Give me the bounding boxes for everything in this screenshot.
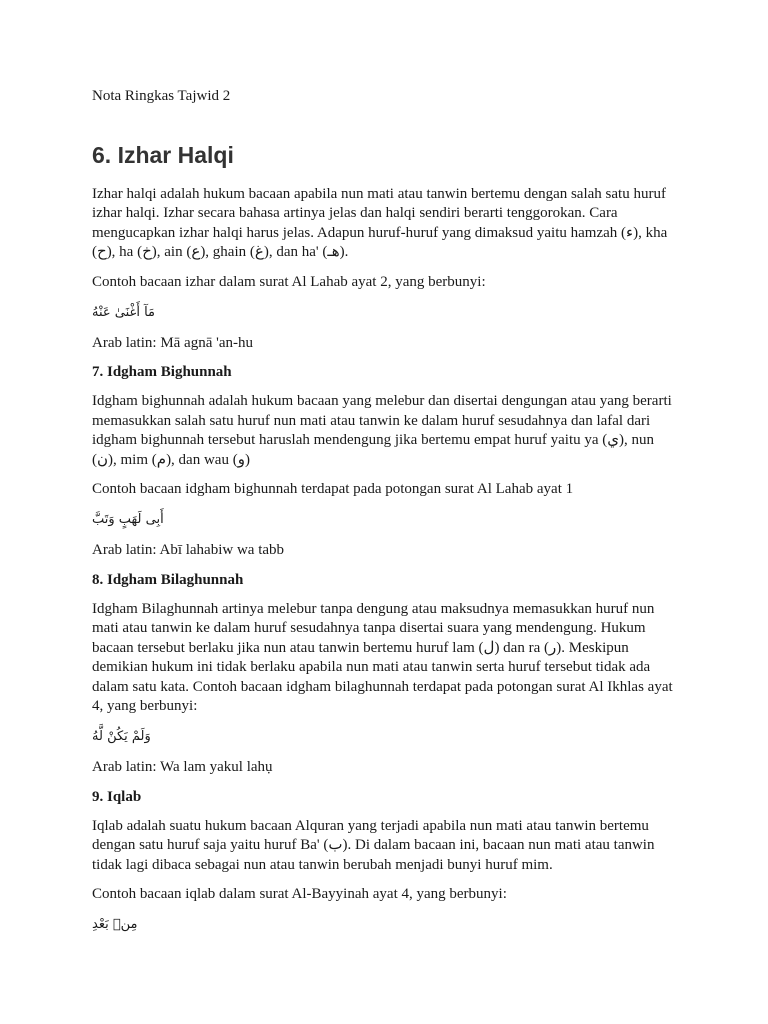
section-9-title: 9. Iqlab [92,788,142,805]
section-7-paragraph: Idgham bighunnah adalah hukum bacaan yang melebur dan disertai dengungan atau yang berarti memasukkan salah satu huruf nun mati atau tanwin ke dalam huruf sesudahnya dan lafal dari idgham bighunnah tersebut haruslah mendengung jika bertemu empat huruf yaitu ya (ي), nun (ن), mim (م), dan wau (و) [92,393,672,468]
section-6-example-intro: Contoh bacaan izhar dalam surat Al Lahab ayat 2, yang berbunyi: [92,273,486,290]
section-7-title: 7. Idgham Bighunnah [92,364,232,381]
section-8-latin: Arab latin: Wa lam yakul lahụ [92,759,273,776]
section-7-arabic-text [92,509,682,531]
section-8-title: 8. Idgham Bilaghunnah [92,571,244,588]
section-7-latin: Arab latin: Abī lahabiw wa tabb [92,542,285,559]
section-8-arabic: وَلَمْ يَكُنْ لَّهُ [92,729,151,745]
section-9-example-intro: Contoh bacaan iqlab dalam surat Al-Bayyinah ayat 4, yang berbunyi: [92,885,507,902]
section-9-paragraph: Iqlab adalah suatu hukum bacaan Alquran yang terjadi apabila nun mati atau tanwin bertemu dengan satu huruf saja yaitu huruf Ba' (ب). Di dalam bacaan ini, bacaan nun mati atau tanwin tidak lagi dibaca sebagai nun atau tanwin berubah menjadi bunyi huruf mim. [92,817,655,873]
section-6-arabic: مَآ أَغْنَىٰ عَنْهُ [92,305,156,321]
document-page [92,86,682,946]
section-7-arabic: أَبِى لَهَبٍ وَتَبَّ [92,512,164,528]
section-8-arabic-text [92,726,682,748]
section-6-latin: Arab latin: Mā agnā 'an-hu [92,335,253,352]
section-6-arabic-text [92,302,682,324]
section-8-paragraph: Idgham Bilaghunnah artinya melebur tanpa dengung atau maksudnya memasukkan huruf nun mati atau tanwin ke dalam huruf sesudahnya tanpa disertai suara yang mendengung. Hukum bacaan tersebut berlaku jika nun atau tanwin bertemu huruf lam (ل) dan ra (ر). Meskipun demikian hukum ini tidak berlaku apabila nun mati atau tanwin serta huruf tersebut tidak ada dalam satu kata. Contoh bacaan idgham bilaghunnah terdapat pada potongan surat Al Ikhlas ayat 4, yang berbunyi: [92,600,673,714]
section-7-example-intro: Contoh bacaan idgham bighunnah terdapat pada potongan surat Al Lahab ayat 1 [92,481,574,498]
section-9-arabic: مِنۢ بَعْدِ [92,917,138,933]
section-9-arabic-text [92,914,682,936]
section-6-paragraph: Izhar halqi adalah hukum bacaan apabila nun mati atau tanwin bertemu dengan salah satu huruf izhar halqi. Izhar secara bahasa artinya jelas dan halqi sendiri berarti tenggorokan. Cara mengucapkan izhar halqi harus jelas. Adapun huruf-huruf yang dimaksud yaitu hamzah (ء), kha (ح), ha (خ), ain (ع), ghain (غ), dan ha' (هـ). [92,186,668,261]
section-6-title: 6. Izhar Halqi [92,142,234,168]
document-header: Nota Ringkas Tajwid 2 [92,88,231,104]
